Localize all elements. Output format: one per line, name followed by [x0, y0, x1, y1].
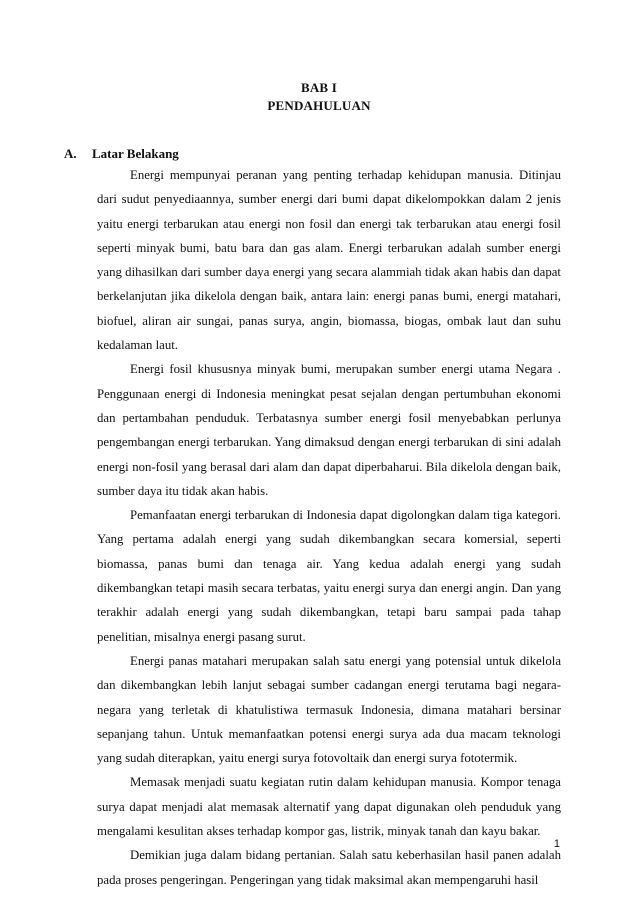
- body-text: [97, 163, 561, 892]
- section-heading: [64, 146, 179, 162]
- page-number: 1: [553, 838, 560, 850]
- paragraph: Energi mempunyai peranan yang penting terhadap kehidupan manusia. Ditinjau dari sudut penyediaannya, sumber energi dari bumi dapat dikelompokkan dalam 2 jenis yaitu energi terbarukan atau energi non fosil dan energi tak terbarukan atau energi fosil seperti minyak bumi, batu bara dan gas alam. Energi terbarukan adalah sumber energi yang dihasilkan dari sumber daya energi yang secara alammiah tidak akan habis dan dapat berkelanjutan jika dikelola dengan baik, antara lain: energi panas bumi, energi matahari, biofuel, aliran air sungai, panas surya, angin, biomassa, biogas, ombak laut dan suhu kedalaman laut.: [97, 168, 561, 353]
- section-letter: A.: [64, 146, 77, 161]
- paragraph: Pemanfaatan energi terbarukan di Indonesia dapat digolongkan dalam tiga kategori. Yang pertama adalah energi yang sudah dikembangkan secara komersial, seperti biomassa, panas bumi dan tenaga air. Yang kedua adalah energi yang sudah dikembangkan tetapi masih secara terbatas, yaitu energi surya dan energi angin. Dan yang terakhir adalah energi yang sudah dikembangkan, tetapi baru sampai pada tahap penelitian, misalnya energi pasang surut.: [97, 508, 561, 644]
- paragraph: Demikian juga dalam bidang pertanian. Salah satu keberhasilan hasil panen adalah pada proses pengeringan. Pengeringan yang tidak maksimal akan mempengaruhi hasil: [97, 848, 561, 887]
- paragraph: Energi panas matahari merupakan salah satu energi yang potensial untuk dikelola dan dikembangkan lebih lanjut sebagai sumber cadangan energi terutama bagi negara-negara yang terletak di khatulistiwa termasuk Indonesia, dimana matahari bersinar sepanjang tahun. Untuk memanfaatkan potensi energi surya ada dua macam teknologi yang sudah diterapkan, yaitu energi surya fotovoltaik dan energi surya fototermik.: [97, 653, 561, 766]
- chapter-title: PENDAHULUAN: [267, 98, 371, 113]
- paragraph: Memasak menjadi suatu kegiatan rutin dalam kehidupan manusia. Kompor tenaga surya dapat menjadi alat memasak alternatif yang dapat digunakan oleh penduduk yang mengalami kesulitan akses terhadap kompor gas, listrik, minyak tanah dan kayu bakar.: [97, 775, 561, 839]
- section-title: Latar Belakang: [92, 146, 179, 161]
- chapter-number: BAB I: [300, 80, 338, 95]
- paragraph: Energi fosil khususnya minyak bumi, merupakan sumber energi utama Negara . Penggunaan energi di Indonesia meningkat pesat sejalan dengan pertumbuhan ekonomi dan pertambahan penduduk. Terbatasnya sumber energi fosil menyebabkan perlunya pengembangan energi terbarukan. Yang dimaksud dengan energi terbarukan di sini adalah energi non-fosil yang berasal dari alam dan dapat diperbaharui. Bila dikelola dengan baik, sumber daya itu tidak akan habis.: [97, 362, 561, 498]
